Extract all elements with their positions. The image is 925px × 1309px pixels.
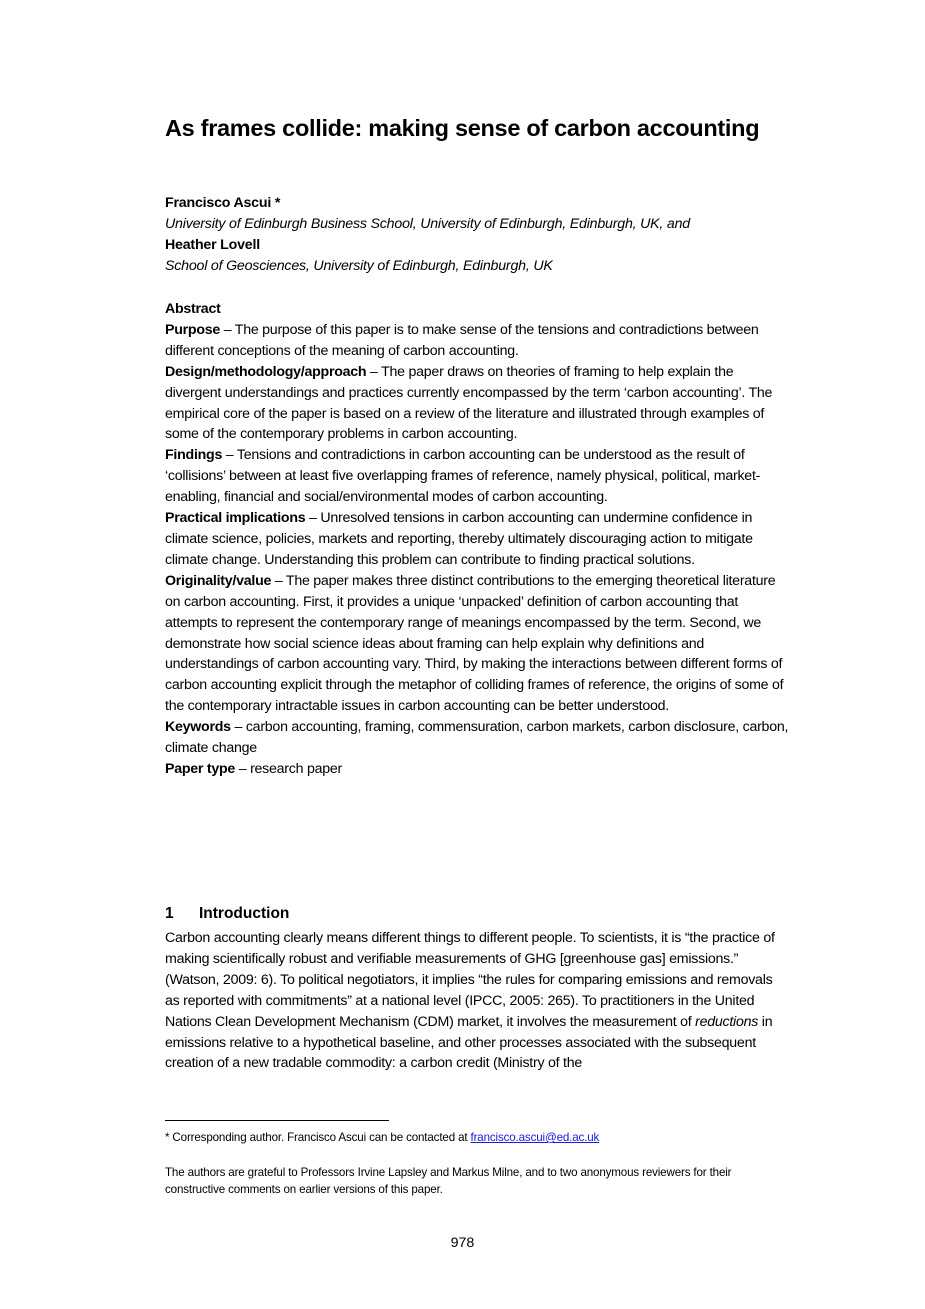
- page-number: 978: [450, 1235, 475, 1251]
- author-affiliation: School of Geosciences, University of Edinburgh, Edinburgh, UK: [165, 258, 553, 274]
- abstract-design: [165, 362, 790, 446]
- footnote-text: * Corresponding author. Francisco Ascui can be contacted at: [165, 1131, 471, 1144]
- abstract-label: Originality/value: [165, 572, 272, 589]
- abstract: [165, 299, 790, 780]
- author-name: Francisco Ascui *: [165, 195, 281, 211]
- abstract-keywords: [165, 717, 790, 759]
- abstract-text: – carbon accounting, framing, commensuration, carbon markets, carbon disclosure, carbon, climate change: [165, 719, 789, 757]
- abstract-label: Purpose: [165, 321, 221, 338]
- abstract-text: – Tensions and contradictions in carbon accounting can be understood as the result of ‘collisions’ between at least five overlapping frames of reference, namely physical, political, market-enabling, financial and social/environmental modes of carbon accounting.: [165, 447, 761, 506]
- section-number: 1: [165, 905, 174, 922]
- abstract-text: – The paper makes three distinct contributions to the emerging theoretical literature on carbon accounting. First, it provides a unique ‘unpacked’ definition of carbon accounting that attempts to represent the contemporary range of meanings encompassed by the term. Second, we demonstrate how social science ideas about framing can help explain why definitions and understandings of carbon accounting vary. Third, by making the interactions between different forms of carbon accounting explicit through the metaphor of colliding frames of reference, the origins of some of the contemporary intractable issues in carbon accounting can be better understood.: [165, 572, 784, 715]
- abstract-label: Keywords: [165, 719, 231, 736]
- email-link[interactable]: francisco.ascui@ed.ac.uk: [470, 1131, 600, 1144]
- section-title: Introduction: [199, 905, 290, 922]
- abstract-label: Practical implications: [165, 510, 306, 527]
- abstract-purpose: [165, 320, 790, 362]
- abstract-label: Findings: [165, 447, 223, 464]
- abstract-heading: Abstract: [165, 301, 221, 317]
- author-affiliation: University of Edinburgh Business School, University of Edinburgh, Edinburgh, UK, and: [165, 216, 690, 232]
- abstract-text: – Unresolved tensions in carbon accounting can undermine confidence in climate science, policies, markets and reporting, thereby ultimately discouraging action to mitigate climate change. Understanding this problem can contribute to finding practical solutions.: [165, 510, 753, 568]
- body-text: Carbon accounting clearly means different things to different people. To scientists, it is “the practice of making scientifically robust and verifiable measurements of GHG [greenhouse gas] emissions.” (Watson, 2009: 6). To political negotiators, it implies “the rules for comparing emissions and removals as reported with commitments” at a national level (IPCC, 2005: 265). To practitioners in the United Nations Clean Development Mechanism (CDM) market, it involves the measurement of: [165, 930, 775, 1030]
- abstract-label: Paper type: [165, 760, 236, 777]
- introduction-paragraph: [165, 928, 790, 1074]
- footnote-acknowledgement: The authors are grateful to Professors Irvine Lapsley and Markus Milne, and to two anonymous reviewers for their constructive comments on earlier versions of this paper.: [165, 1166, 732, 1196]
- abstract-text: – The paper draws on theories of framing to help explain the divergent understandings and practices currently encompassed by the term ‘carbon accounting’. The empirical core of the paper is based on a review of the literature and illustrated through examples of some of the contemporary problems in carbon accounting.: [165, 363, 773, 443]
- abstract-originality: [165, 571, 790, 717]
- body-text: in emissions relative to a hypothetical baseline, and other processes associated with the subsequent creation of a new tradable commodity: a carbon credit (Ministry of the: [165, 1013, 773, 1072]
- abstract-text: – The purpose of this paper is to make sense of the tensions and contradictions between different conceptions of the meaning of carbon accounting.: [165, 321, 759, 359]
- paper-title: As frames collide: making sense of carbon accounting: [165, 115, 760, 141]
- abstract-findings: [165, 445, 790, 508]
- footnote-corresponding-author: [165, 1129, 805, 1146]
- emphasis-text: reductions: [695, 1013, 759, 1030]
- abstract-practical-implications: [165, 508, 790, 571]
- abstract-paper-type: [165, 759, 790, 780]
- author-block: [165, 193, 805, 277]
- abstract-text: – research paper: [235, 760, 342, 777]
- section-heading: [165, 905, 289, 923]
- footnote-divider: [165, 1120, 389, 1121]
- author-name: Heather Lovell: [165, 237, 260, 253]
- abstract-label: Design/methodology/approach: [165, 363, 367, 380]
